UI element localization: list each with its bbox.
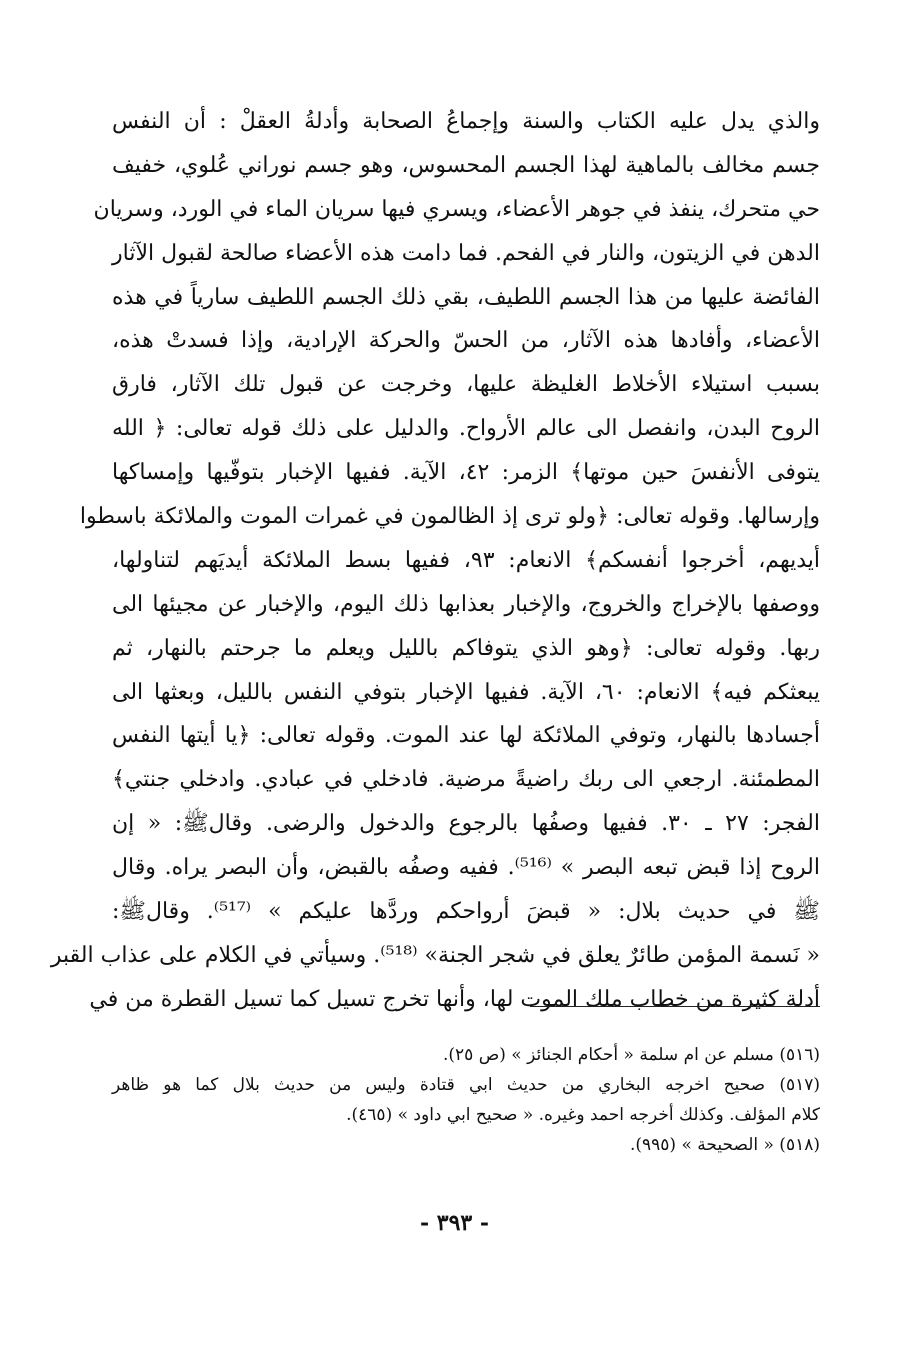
- footnote-518: (٥١٨) « الصحيحة » (٩٩٥).: [629, 1135, 820, 1155]
- text-line: والذي يدل عليه الكتاب والسنة وإجماعُ الصحابة وأدلةُ العقلْ : أن النفس: [112, 109, 820, 134]
- text-line: وإرسالها. وقوله تعالى: ﴿ولو ترى إذ الظالمون في غمرات الموت والملائكة باسطوا: [79, 504, 820, 530]
- text-line: أدلة كثيرة من خطاب ملك الموت لها، وأنها تخرج تسيل كما تسيل القطرة من في: [89, 986, 820, 1012]
- text-line: الروح إذا قبض تبعه البصر » ⁽⁵¹⁶⁾. ففيه وصفُه بالقبض، وأن البصر يراه. وقال: [112, 855, 820, 881]
- footnote-517-line-2: كلام المؤلف. وكذلك أخرجه احمد وغيره. « صحيح ابي داود » (٤٦٥).: [346, 1105, 820, 1125]
- text-line: حي متحرك، ينفذ في جوهر الأعضاء، ويسري فيها سريان الماء في الورد، وسريان: [93, 196, 820, 222]
- footnote-516: (٥١٦) مسلم عن ام سلمة « أحكام الجنائز » (ص ٢٥).: [443, 1045, 820, 1065]
- text-line: ﷺ في حديث بلال: « قبضَ أرواحكم وردَّها عليكم » ⁽⁵¹⁷⁾. وقالﷺ:: [112, 899, 820, 925]
- text-line: جسم مخالف بالماهية لهذا الجسم المحسوس، وهو جسم نوراني عُلوي، خفيف: [112, 152, 820, 178]
- footnotes: [112, 1040, 820, 1160]
- text-line: الفجر: ٢٧ ـ ٣٠. ففيها وصفُها بالرجوع والدخول والرضى. وقالﷺ: « إن: [112, 811, 820, 837]
- text-line: أيديهم، أخرجوا أنفسكم﴾ الانعام: ٩٣، ففيها بسط الملائكة أيديَهم لتناولها،: [112, 547, 820, 573]
- text-line: يتوفى الأنفسَ حين موتها﴾ الزمر: ٤٢، الآية. ففيها الإخبار بتوفّيها وإمساكها: [112, 460, 820, 486]
- text-line: ربها. وقوله تعالى: ﴿وهو الذي يتوفاكم بالليل ويعلم ما جرحتم بالنهار، ثم: [112, 635, 820, 661]
- text-line: الفائضة عليها من هذا الجسم اللطيف، بقي ذلك الجسم اللطيف سارياً في هذه: [112, 284, 820, 310]
- text-line: الأعضاء، وأفادها هذه الآثار، من الحسّ والحركة الإرادية، وإذا فسدتْ هذه،: [112, 328, 820, 354]
- footnote-divider: [530, 1006, 820, 1007]
- main-text: [50, 100, 820, 1022]
- text-line: المطمئنة. ارجعي الى ربك راضيةً مرضية. فادخلي في عبادي. وادخلي جنتي﴾: [112, 767, 820, 793]
- text-line: « نَسمة المؤمن طائرٌ يعلق في شجر الجنة» ⁽⁵¹⁸⁾. وسيأتي في الكلام على عذاب القبر: [50, 942, 820, 968]
- text-line: ووصفها بالإخراج والخروج، والإخبار بعذابها ذلك اليوم، والإخبار عن مجيئها الى: [112, 591, 820, 617]
- text-line: الروح البدن، وانفصل الى عالم الأرواح. والدليل على ذلك قوله تعالى: ﴿ الله: [112, 416, 820, 442]
- page-number: - ٣٩٣ -: [419, 1210, 490, 1236]
- text-line: الدهن في الزيتون، والنار في الفحم. فما دامت هذه الأعضاء صالحة لقبول الآثار: [112, 240, 820, 266]
- text-line: أجسادها بالنهار، وتوفي الملائكة لها عند الموت. وقوله تعالى: ﴿يا أيتها النفس: [112, 723, 820, 749]
- text-line: يبعثكم فيه﴾ الانعام: ٦٠، الآية. ففيها الإخبار بتوفي النفس بالليل، وبعثها الى: [112, 679, 820, 705]
- text-line: بسبب استيلاء الأخلاط الغليظة عليها، وخرجت عن قبول تلك الآثار، فارق: [112, 372, 820, 398]
- footnote-517-line-1: (٥١٧) صحيح اخرجه البخاري من حديث ابي قتادة وليس من حديث بلال كما هو ظاهر: [112, 1075, 820, 1095]
